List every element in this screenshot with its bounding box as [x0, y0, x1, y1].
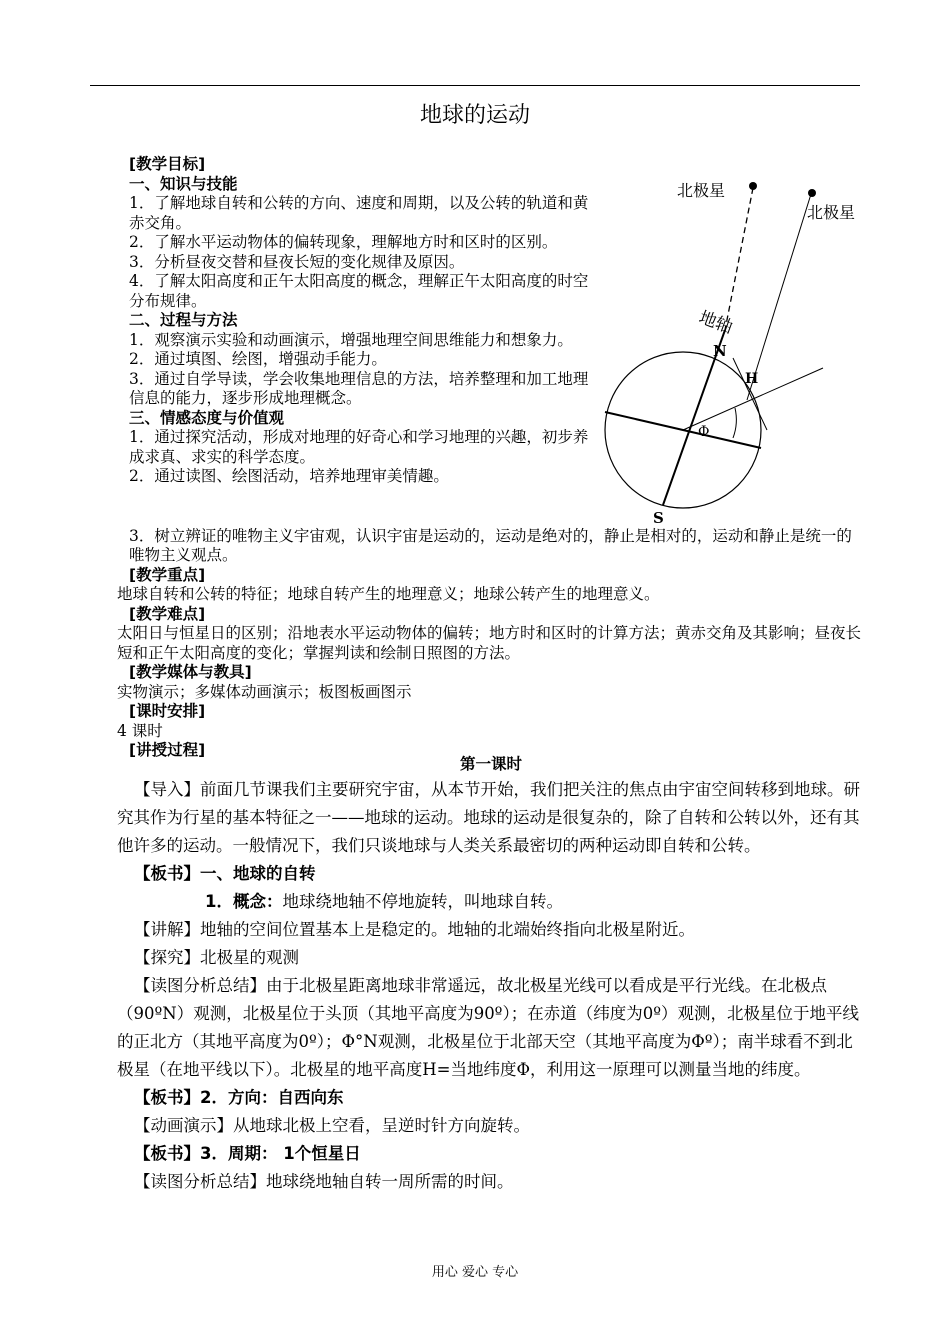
explain-paragraph [117, 916, 865, 944]
list-item: 1．了解地球自转和公转的方向、速度和周期，以及公转的轨道和黄赤交角。 [129, 194, 589, 232]
analysis-paragraph [117, 972, 865, 1084]
board-period: 【板书】3．周期： 1个恒星日 [134, 1144, 361, 1163]
board-rotation: 【板书】一、地球的自转 [134, 864, 316, 883]
list-item: 2．了解水平运动物体的偏转现象，理解地方时和区时的区别。 [129, 233, 558, 251]
polaris-star-2 [808, 189, 816, 197]
list-item: 2．通过填图、绘图，增强动手能力。 [129, 350, 387, 368]
polaris-label-2: 北极星 [807, 203, 856, 222]
intro-text: 前面几节课我们主要研究宇宙，从本节开始，我们把关注的焦点由宇宙空间转移到地球。研究其作为行星的基本特征之一——地球的运动。地球的运动是很复杂的，除了自转和公转以外，还有其他许多的运动。一般情况下，我们只谈地球与人类关系最密切的两种运动即自转和公转。 [117, 780, 860, 855]
list-item: 2．通过读图、绘图活动，培养地理审美情趣。 [129, 467, 449, 485]
list-item: 3．树立辨证的唯物主义宇宙观，认识宇宙是运动的，运动是绝对的，静止是相对的，运动和静止是统一的唯物主义观点。 [129, 526, 852, 564]
list-item: 1．观察演示实验和动画演示，增强地理空间思维能力和想象力。 [129, 330, 573, 349]
key-points-section [117, 526, 865, 761]
hours-text: 4 课时 [117, 721, 163, 740]
polaris-star-1 [749, 182, 757, 190]
polaris-diagram [595, 170, 885, 540]
page-title: 地球的运动 [419, 103, 530, 128]
difficult-text: 太阳日与恒星日的区别；沿地表水平运动物体的偏转；地方时和区时的计算方法；黄赤交角及其影响；昼夜长短和正午太阳高度的变化；掌握判读和绘制日照图的方法。 [117, 624, 862, 662]
page-footer: 用心 爱心 专心 [431, 1265, 519, 1280]
difficult-heading: [教学难点] [129, 604, 206, 623]
analysis2-tag: 【读图分析总结】 [134, 1172, 266, 1191]
intro-tag: 【导入】 [134, 780, 200, 799]
h-label: H [745, 371, 759, 387]
concept-label: 1．概念： [205, 892, 283, 911]
lesson-section [117, 752, 865, 1196]
south-label: S [653, 509, 664, 527]
section-process: 二、过程与方法 [129, 311, 238, 329]
polaris-ray-line [747, 194, 811, 400]
list-item: 3．分析昼夜交替和昼夜长短的变化规律及原因。 [129, 252, 465, 271]
analysis-tag: 【读图分析总结】 [134, 976, 266, 995]
explain-text: 地轴的空间位置基本上是稳定的。地轴的北端始终指向北极星附近。 [200, 920, 695, 939]
explore-text: 北极星的观测 [200, 948, 299, 967]
explore-paragraph [117, 944, 865, 972]
explore-tag: 【探究】 [134, 948, 200, 967]
objectives-heading: [教学目标] [129, 155, 206, 173]
north-label: N [713, 342, 727, 360]
lesson-title: 第一课时 [459, 755, 522, 773]
analysis2-text: 地球绕地轴自转一周所需的时间。 [266, 1172, 514, 1191]
concept-paragraph [117, 888, 865, 916]
phi-label: Φ [698, 424, 710, 440]
board-direction: 【板书】2．方向：自西向东 [134, 1088, 344, 1107]
section-values: 三、情感态度与价值观 [129, 408, 285, 427]
list-item: 1．通过探究活动，形成对地理的好奇心和学习地理的兴趣，初步养成求真、求实的科学态度。 [129, 428, 589, 466]
tangent-line [733, 358, 767, 430]
anim-text: 从地球北极上空看，呈逆时针方向旋转。 [233, 1116, 530, 1135]
key-heading: [教学重点] [129, 565, 206, 584]
explain-tag: 【讲解】 [134, 920, 200, 939]
key-text: 地球自转和公转的特征；地球自转产生的地理意义；地球公转产生的地理意义。 [117, 585, 660, 603]
list-item: 4．了解太阳高度和正午太阳高度的概念，理解正午太阳高度的时空分布规律。 [129, 272, 589, 310]
anim-tag: 【动画演示】 [134, 1116, 233, 1135]
phi-arc [733, 408, 736, 438]
media-heading: [教学媒体与教具] [129, 663, 252, 681]
anim-paragraph [117, 1112, 865, 1140]
axis-label: 地轴 [696, 307, 736, 339]
concept-text: 地球绕地轴不停地旋转，叫地球自转。 [282, 892, 563, 911]
polaris-label-1: 北极星 [677, 181, 726, 200]
process-heading: [讲授过程] [129, 741, 206, 759]
analysis2-paragraph [117, 1168, 865, 1196]
analysis-text: 由于北极星距离地球非常遥远，故北极星光线可以看成是平行光线。在北极点（90ºN）观测，北极星位于头顶（其地平高度为90º）；在赤道（纬度为0º）观测，北极星位于地平线的正北方（其地平高度为0º）；Φ°N观测，北极星位于北部天空（其地平高度为Φº）；南半球看不到北极星（在地平线以下）。北极星的地平高度H=当地纬度Φ，利用这一原理可以测量当地的纬度。 [117, 976, 859, 1079]
section-knowledge: 一、知识与技能 [129, 174, 238, 193]
header-rule [90, 85, 860, 86]
intro-paragraph [117, 776, 865, 860]
objectives-section [117, 155, 597, 487]
media-text: 实物演示；多媒体动画演示；板图板画图示 [117, 682, 412, 701]
axis-dashed-line [725, 188, 753, 330]
hours-heading: [课时安排] [129, 702, 206, 720]
list-item: 3．通过自学导读，学会收集地理信息的方法，培养整理和加工地理信息的能力，逐步形成地理概念。 [129, 369, 589, 407]
